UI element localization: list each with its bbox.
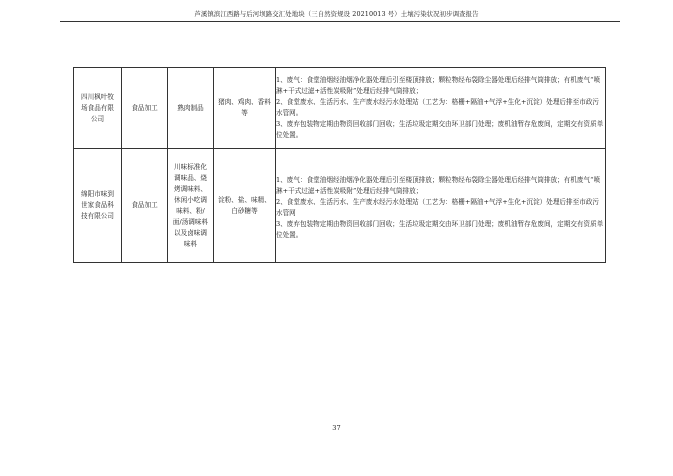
company-name: 四川枫叶牧场食品有限公司	[81, 92, 114, 123]
pollution-source-table	[73, 67, 606, 263]
measure-item: 3、废弃包装物定期由物资回收部门回收；生活垃圾定期交由环卫部门处理；废机油暂存危废间，定期交有资质单位处置。	[276, 220, 604, 239]
product: 川味标准化调味品、烧烤调味料、休闲小吃调味料、粉/面/汤调味料以及卤味调味料	[172, 162, 209, 248]
page-header: 芦溪镇滨江西路与后河坝路交汇处地块（三自然资规设 20210013 号）土壤污染状况初步调查报告	[194, 10, 479, 18]
table-row	[74, 149, 606, 263]
materials-cell	[214, 149, 276, 263]
product-cell	[168, 149, 214, 263]
category-cell	[122, 149, 168, 263]
company-name: 绵阳市味到世家食品科技有限公司	[81, 190, 114, 220]
product-cell	[168, 68, 214, 149]
materials-cell	[214, 68, 276, 149]
measure-item: 2、食堂废水、生活污水、生产废水经污水处理站（工艺为：格栅+隔油+气浮+生化+沉淀）处理后排至市政污水管网。	[276, 98, 600, 117]
measure-item: 2、食堂废水、生活污水、生产废水经污水处理站（工艺为：格栅+隔油+气浮+生化+沉淀）处理后排至市政污水管网	[276, 198, 600, 217]
header-rule	[60, 21, 620, 22]
category-cell	[122, 68, 168, 149]
page-number: 37	[332, 424, 341, 432]
product: 熟肉制品	[177, 103, 204, 112]
company-name-cell	[74, 68, 122, 149]
table-row	[74, 68, 606, 149]
measure-item: 3、废弃包装物定期由物资回收部门回收；生活垃圾定期交由环卫部门处理；废机油暂存危废间，定期交有资质单位处置。	[276, 120, 604, 139]
company-name-cell	[74, 149, 122, 263]
measure-item: 1、废气：食堂油烟经油烟净化器处理后引至楼顶排放；颗粒物经布袋除尘器处理后经排气筒排放；有机废气“喷淋+干式过滤+活性炭吸附”处理后经排气筒排放；	[276, 176, 601, 195]
measures-cell	[276, 68, 606, 149]
measures-cell	[276, 149, 606, 263]
category: 食品加工	[131, 103, 158, 112]
category: 食品加工	[131, 201, 158, 209]
materials: 淀粉、盐、味精、白砂糖等	[218, 195, 271, 215]
materials: 猪肉、鸡肉、香料等	[218, 98, 271, 117]
measure-item: 1、废气：食堂油烟经油烟净化器处理后引至楼顶排放；颗粒物经布袋除尘器处理后经排气筒排放；有机废气“喷淋+干式过滤+活性炭吸附”处理后经排气筒排放；	[276, 76, 601, 95]
